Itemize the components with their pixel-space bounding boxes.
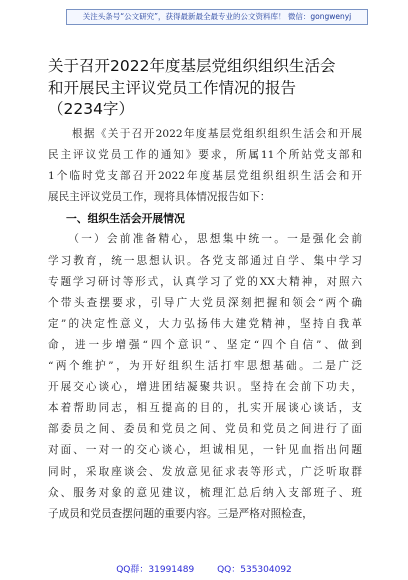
section-heading: 一、组织生活会开展情况 — [66, 212, 185, 226]
text-line: 本着帮助同志，相互提高的目的，扎实开展谈心谈话，支 — [48, 402, 362, 415]
footer-qq: QQ：535304092 — [217, 565, 292, 575]
text-line: 民主评议党员工作的通知》要求，所属11个所站党支部和 — [48, 149, 362, 162]
text-line: 1个临时党支部召开2022年度基层党组织组织生活会和开 — [48, 170, 362, 183]
text-line: 同时，采取座谈会、发放意见征求表等形式，广泛听取群 — [48, 465, 362, 478]
title-line: 关于召开2022年度基层党组织组织生活会 — [48, 57, 336, 75]
text-line: 开展交心谈心，增进团结凝聚共识。坚持在会前下功夫， — [48, 381, 362, 394]
text-line: “两个维护”，为开好组织生活打牢思想基础。二是广泛 — [48, 360, 362, 373]
text-line: （一）会前准备精心，思想集中统一。一是强化会前 — [48, 233, 362, 246]
text-line: 部委员之间、委员和党员之间、党员和党员之间进行了面 — [48, 423, 362, 436]
text-line: 子成员和党员查摆问题的重要内容。三是严格对照检查， — [48, 507, 313, 520]
title-line: 和开展民主评议党员工作情况的报告 — [48, 78, 297, 97]
text-line: 学习教育，统一思想认识。各党支部通过自学、集中学习 — [48, 254, 362, 267]
section-paragraph — [48, 229, 362, 524]
text-line: 个带头查摆要求，引导广大党员深刻把握和领会“两个确 — [48, 296, 362, 309]
document-title — [48, 56, 363, 121]
text-line: 定”的决定性意义，大力弘扬伟大建党精神，坚持自我革 — [48, 317, 362, 330]
header-banner: 关注头条号“公文研究”，获得最新最全最专业的公文资料库！ 微信：gongwenyj — [66, 9, 368, 25]
footer-contact — [0, 562, 408, 575]
document-body — [48, 124, 362, 525]
text-line: 对面、一对一的交心谈心，坦诚相见，一针见血指出问题 — [48, 444, 362, 457]
intro-paragraph — [48, 124, 362, 208]
text-line: 展民主评议党员工作，现将具体情况报告如下： — [48, 191, 271, 204]
text-line: 众、服务对象的意见建议，梳理汇总后纳入支部班子、班 — [48, 486, 362, 499]
text-line: 根据《关于召开2022年度基层党组织组织生活会和开展 — [48, 128, 362, 140]
text-line: 专题学习研讨等形式，认真学习了党的XX大精神，对照六 — [48, 275, 362, 288]
footer-qq-group: QQ群：31991489 — [116, 565, 195, 575]
text-line: 命，进一步增强“四个意识”、坚定“四个自信”、做到 — [48, 338, 362, 351]
title-word-count: （2234字） — [48, 100, 134, 118]
